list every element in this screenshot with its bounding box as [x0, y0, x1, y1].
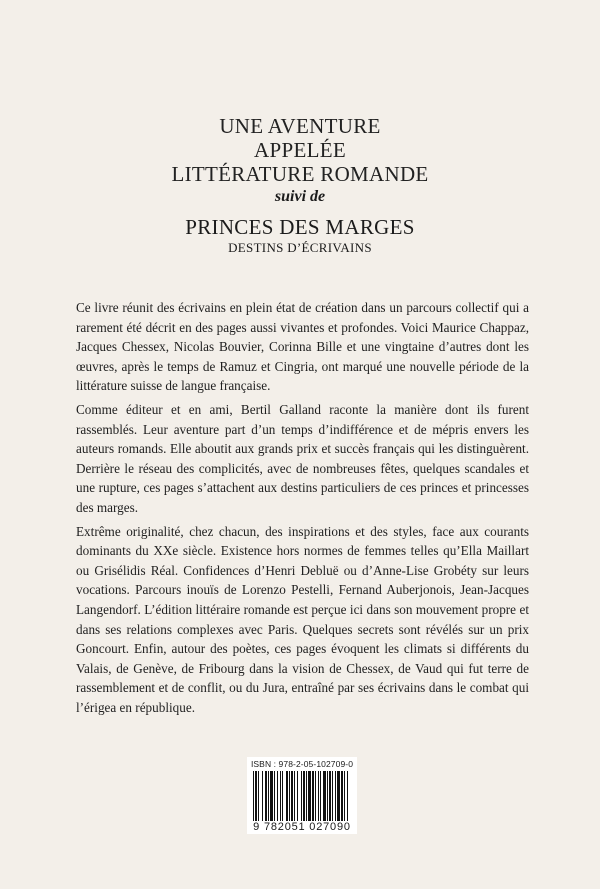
barcode-bar: [294, 771, 295, 821]
barcode-bar: [329, 771, 331, 821]
blurb-paragraph-3: Extrême originalité, chez chacun, des inspirations et des styles, face aux courants dominants du XXe siècle. Existence hors normes de femmes telles qu’Ella Maillart ou Grisélidis Réal. Confidences d’Henri Debluë ou d’Anne-Lise Grobéty sur leurs vocations. Parcours inouïs de Lorenzo Pestelli, Fernand Auberjonois, Jean-Jacques Langendorf. L’édition littéraire romande est perçue ici dans son mouvement propre et dans ses relations complexes avec Paris. Quelques secrets sont révélés sur un prix Goncourt. Enfin, autour des poètes, ces pages évoquent les climats si différents du Valais, de Genève, de Fribourg dans la vision de Chessex, de Vaud qui fut terre de rassemblement et de conflit, ou du Jura, entraîné par ses écrivains dans le combat qui l’érigea en république.: [76, 523, 529, 715]
barcode-bar: [262, 771, 263, 821]
barcode-bar: [303, 771, 305, 821]
barcode-bar: [335, 771, 336, 821]
barcode-bar: [318, 771, 319, 821]
barcode-bar: [289, 771, 290, 821]
blurb-paragraph-2: Comme éditeur et en ami, Bertil Galland raconte la manière dont ils furent rassemblés. Leur aventure part d’un temps d’indifférence et de mépris envers les auteurs romands. Elle aboutit aux grands prix et succès français qui les distinguèrent. Derrière le réseau des complicités, avec de nombreuses fêtes, quelques scandales et une rupture, ces pages s’attachent aux destins particuliers de ces princes et princesses des marges.: [76, 401, 529, 515]
barcode-bar: [320, 771, 321, 821]
barcode-bar: [308, 771, 311, 821]
barcode-bars: [251, 771, 353, 821]
barcode-bar: [265, 771, 267, 821]
barcode-bar: [327, 771, 328, 821]
barcode-bar: [270, 771, 273, 821]
barcode-bar: [297, 771, 298, 821]
barcode-bar: [312, 771, 314, 821]
barcode-bar: [255, 771, 257, 821]
title-line-3: LITTÉRATURE ROMANDE: [171, 162, 429, 186]
barcode-bar: [280, 771, 281, 821]
barcode-bar: [323, 771, 326, 821]
barcode-bar: [315, 771, 316, 821]
barcode-bar: [332, 771, 333, 821]
barcode-bar: [347, 771, 348, 821]
title-connector: suivi de: [274, 188, 326, 205]
barcode-bar: [277, 771, 278, 821]
barcode-bar: [291, 771, 293, 821]
barcode-block: [247, 757, 357, 834]
barcode-bar: [337, 771, 340, 821]
barcode-bar: [344, 771, 345, 821]
barcode-bar: [258, 771, 259, 821]
title-line-1: UNE AVENTURE: [219, 114, 381, 138]
title-line-2: APPELÉE: [254, 138, 346, 162]
barcode-bar: [274, 771, 275, 821]
barcode-digits: 9 782051 027090: [253, 821, 351, 833]
barcode-bar: [282, 771, 283, 821]
barcode-bar: [268, 771, 269, 821]
barcode-bar: [286, 771, 288, 821]
barcode-bar: [341, 771, 343, 821]
blurb-text: [76, 298, 529, 721]
second-subtitle: DESTINS D’ÉCRIVAINS: [228, 240, 372, 255]
barcode-bar: [306, 771, 307, 821]
barcode-bar: [301, 771, 302, 821]
second-title: PRINCES DES MARGES: [185, 215, 415, 239]
isbn-label: ISBN : 978-2-05-102709-0: [250, 759, 354, 769]
barcode-bar: [253, 771, 254, 821]
title-block: [0, 114, 600, 256]
blurb-paragraph-1: Ce livre réunit des écrivains en plein état de création dans un parcours collectif qui a rarement été décrit en des pages aussi vivantes et profondes. Voici Maurice Chappaz, Jacques Chessex, Nicolas Bouvier, Corinna Bille et une vingtaine d’autres dont les œuvres, après le temps de Ramuz et Cingria, ont marqué une nouvelle période de la littérature suisse de langue française.: [76, 300, 529, 394]
